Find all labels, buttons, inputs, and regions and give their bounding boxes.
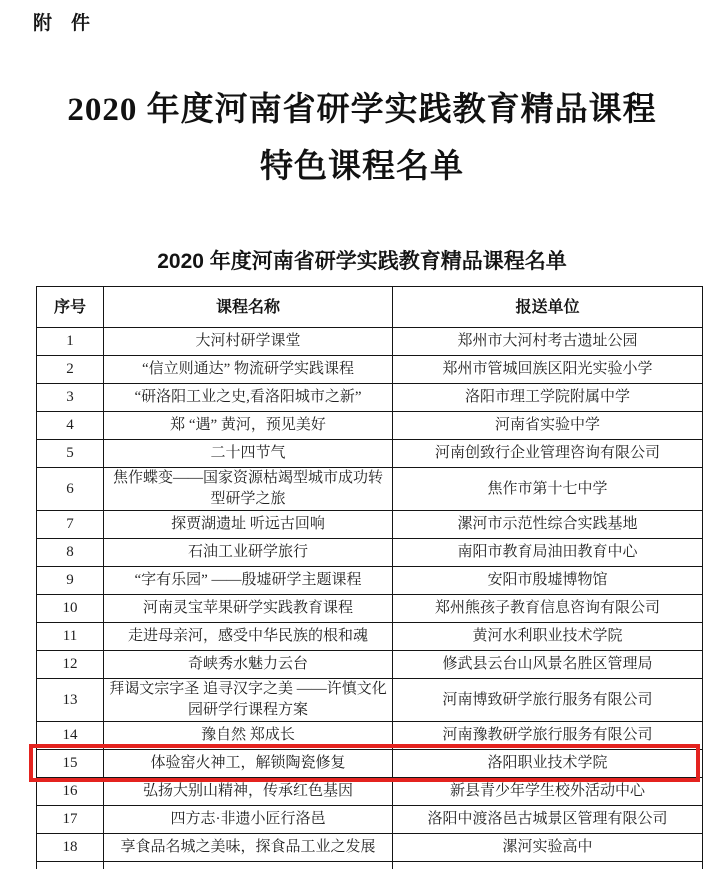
row-unit-cell: 黄河水利职业技术学院	[393, 623, 703, 651]
table-row	[37, 328, 703, 356]
row-course-cell: “信立则通达” 物流研学实践课程	[104, 356, 393, 384]
row-course-cell: 享食品名城之美味，探食品工业之发展	[104, 834, 393, 862]
table-row	[37, 412, 703, 440]
row-no-cell: 13	[37, 679, 104, 722]
document-title-line2: 特色课程名单	[260, 149, 464, 185]
table-row	[37, 778, 703, 806]
row-course-cell: 河南灵宝苹果研学实践教育课程	[104, 595, 393, 623]
row-course-cell: 焦作蝶变——国家资源枯竭型城市成功转型研学之旅	[104, 468, 393, 511]
row-no-cell: 2	[37, 356, 104, 384]
row-course-cell: 石油工业研学旅行	[104, 539, 393, 567]
table-row	[37, 623, 703, 651]
row-unit-cell: 新县青少年学生校外活动中心	[393, 778, 703, 806]
row-unit-cell: 河南省实验中学	[393, 412, 703, 440]
header-cell-unit: 报送单位	[393, 287, 703, 328]
table-row	[37, 679, 703, 722]
row-unit-cell: 南阳市教育局油田教育中心	[393, 539, 703, 567]
table-row	[37, 539, 703, 567]
table-row	[37, 356, 703, 384]
document-title-line1: 2020 年度河南省研学实践教育精品课程	[67, 92, 657, 128]
row-no-cell: 12	[37, 651, 104, 679]
row-course-cell: 二十四节气	[104, 440, 393, 468]
row-unit-cell: 郑州市管城回族区阳光实验小学	[393, 356, 703, 384]
row-no-cell: 8	[37, 539, 104, 567]
header-cell-course: 课程名称	[104, 287, 393, 328]
row-unit-cell: 焦作市第十七中学	[393, 468, 703, 511]
row-no-cell: 17	[37, 806, 104, 834]
table-row	[37, 806, 703, 834]
row-no-cell: 5	[37, 440, 104, 468]
row-course-cell: 走进母亲河，感受中华民族的根和魂	[104, 623, 393, 651]
row-course-cell: “字有乐园” ——殷墟研学主题课程	[104, 567, 393, 595]
attachment-label: 附 件	[33, 13, 91, 34]
row-unit-cell: 郑州市大河村考古遗址公园	[393, 328, 703, 356]
row-course-cell: 奇峡秀水魅力云台	[104, 651, 393, 679]
row-unit-cell: 河南豫教研学旅行服务有限公司	[393, 722, 703, 750]
row-unit-cell: 漯河实验高中	[393, 834, 703, 862]
row-no-cell: 11	[37, 623, 104, 651]
table-row	[37, 567, 703, 595]
table-row	[37, 595, 703, 623]
row-no-cell: 16	[37, 778, 104, 806]
row-course-cell: 豫自然 郑成长	[104, 722, 393, 750]
table-row	[37, 440, 703, 468]
row-course-cell: 拜谒文宗字圣 追寻汉字之美 ——许慎文化园研学行课程方案	[104, 679, 393, 722]
row-course-cell: 体验窑火神工，解锁陶瓷修复	[104, 750, 393, 778]
header-cell-no: 序号	[37, 287, 104, 328]
row-unit-cell: 洛阳中渡洛邑古城景区管理有限公司	[393, 806, 703, 834]
table-row	[37, 750, 703, 778]
table-row	[37, 722, 703, 750]
row-unit-cell: 洛阳职业技术学院	[393, 750, 703, 778]
row-unit-cell: 漯河市示范性综合实践基地	[393, 511, 703, 539]
row-no-cell: 4	[37, 412, 104, 440]
row-course-cell: 弘扬大别山精神，传承红色基因	[104, 778, 393, 806]
row-course-cell: 四方志·非遗小匠行洛邑	[104, 806, 393, 834]
table-header-row	[37, 287, 703, 328]
row-no-cell: 15	[37, 750, 104, 778]
row-no-cell: 3	[37, 384, 104, 412]
course-table	[36, 286, 703, 869]
row-course-cell: “研洛阳工业之史,看洛阳城市之新”	[104, 384, 393, 412]
row-no-cell: 6	[37, 468, 104, 511]
row-unit-cell: 安阳市殷墟博物馆	[393, 567, 703, 595]
table-row-partial	[37, 862, 703, 869]
row-unit-cell: 河南创致行企业管理咨询有限公司	[393, 440, 703, 468]
row-no-cell: 18	[37, 834, 104, 862]
row-course-cell: 郑 “遇” 黄河，预见美好	[104, 412, 393, 440]
row-unit-cell: 河南博致研学旅行服务有限公司	[393, 679, 703, 722]
row-no-cell: 14	[37, 722, 104, 750]
row-unit-cell: 洛阳市理工学院附属中学	[393, 384, 703, 412]
row-no-cell: 1	[37, 328, 104, 356]
table-row	[37, 834, 703, 862]
table-row	[37, 651, 703, 679]
table-row	[37, 468, 703, 511]
row-no-cell: 9	[37, 567, 104, 595]
table-row	[37, 384, 703, 412]
row-no-cell: 10	[37, 595, 104, 623]
row-course-cell: 探贾湖遗址 听远古回响	[104, 511, 393, 539]
row-unit-cell: 修武县云台山风景名胜区管理局	[393, 651, 703, 679]
row-unit-cell: 郑州熊孩子教育信息咨询有限公司	[393, 595, 703, 623]
row-course-cell: 大河村研学课堂	[104, 328, 393, 356]
table-subtitle: 2020 年度河南省研学实践教育精品课程名单	[157, 250, 567, 273]
row-no-cell: 7	[37, 511, 104, 539]
table-row	[37, 511, 703, 539]
document-title	[0, 82, 724, 196]
